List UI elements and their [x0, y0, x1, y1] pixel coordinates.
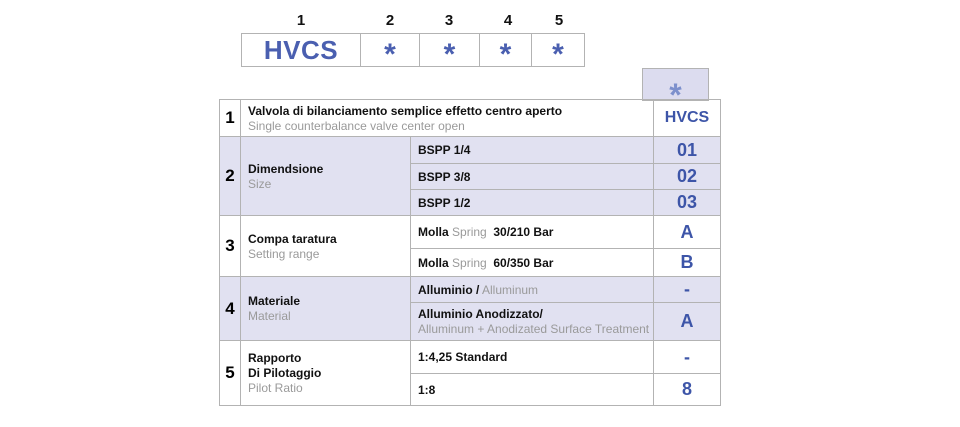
option-italian: Alluminio /	[418, 282, 480, 297]
option-value: 30/210 Bar	[493, 225, 554, 239]
table-row	[220, 341, 721, 374]
position-number-2: 2	[385, 12, 395, 29]
row-number: 3	[220, 216, 241, 277]
option-code: A	[654, 216, 721, 249]
option-english: Alluminum + Anodizated Surface Treatment	[418, 322, 650, 336]
option-code: A	[654, 303, 721, 341]
row-description	[241, 100, 654, 137]
option-english: Spring	[452, 225, 487, 239]
option-english: Alluminum	[482, 282, 539, 297]
option-italian: Molla	[418, 225, 449, 239]
code-column-header: *	[642, 68, 709, 101]
description-english: Material	[248, 309, 291, 323]
option-label: BSPP 1/2	[411, 190, 654, 216]
description-italian-line1: Rapporto	[248, 351, 302, 365]
option-italian: Alluminio Anodizzato/	[418, 307, 543, 321]
description-italian-line2: Di Pilotaggio	[248, 366, 322, 380]
description-italian: Materiale	[248, 294, 301, 308]
option-code: -	[654, 277, 721, 303]
description-english: Pilot Ratio	[248, 381, 303, 395]
description-italian: Compa taratura	[248, 231, 337, 246]
row-description	[241, 341, 411, 406]
option-code: -	[654, 341, 721, 374]
code-box-5: *	[531, 33, 585, 67]
option-code: 8	[654, 374, 721, 406]
row-number: 2	[220, 137, 241, 216]
position-number-1: 1	[296, 12, 306, 29]
option-label	[411, 277, 654, 303]
table-row	[220, 216, 721, 249]
option-label: 1:8	[411, 374, 654, 406]
description-italian: Dimendsione	[248, 161, 324, 176]
option-code: B	[654, 249, 721, 277]
row-description	[241, 277, 411, 341]
table-row	[220, 277, 721, 303]
code-box-4: *	[479, 33, 532, 67]
row-description	[241, 216, 411, 277]
option-label: BSPP 3/8	[411, 164, 654, 190]
code-box-2: *	[360, 33, 420, 67]
table-row	[220, 100, 721, 137]
row-number: 4	[220, 277, 241, 341]
option-label	[411, 303, 654, 341]
row-number: 5	[220, 341, 241, 406]
option-label: BSPP 1/4	[411, 137, 654, 164]
description-italian: Valvola di bilanciamento semplice effetto centro aperto	[248, 103, 563, 118]
description-english: Single counterbalance valve center open	[248, 118, 465, 133]
option-label: 1:4,25 Standard	[411, 341, 654, 374]
option-code: HVCS	[654, 100, 721, 137]
option-code: 02	[654, 164, 721, 190]
option-code: 01	[654, 137, 721, 164]
option-value: 60/350 Bar	[493, 255, 554, 270]
table-row	[220, 137, 721, 164]
row-number: 1	[220, 100, 241, 137]
code-box-series: HVCS	[241, 33, 361, 67]
options-table	[219, 99, 721, 406]
position-number-3: 3	[444, 12, 454, 29]
row-description	[241, 137, 411, 216]
option-italian: Molla	[418, 255, 449, 270]
description-english: Setting range	[248, 246, 320, 261]
option-english: Spring	[452, 255, 487, 270]
option-code: 03	[654, 190, 721, 216]
option-label	[411, 216, 654, 249]
code-box-3: *	[419, 33, 480, 67]
description-english: Size	[248, 176, 272, 191]
position-number-5: 5	[554, 12, 564, 29]
position-number-4: 4	[503, 12, 513, 29]
option-label	[411, 249, 654, 277]
